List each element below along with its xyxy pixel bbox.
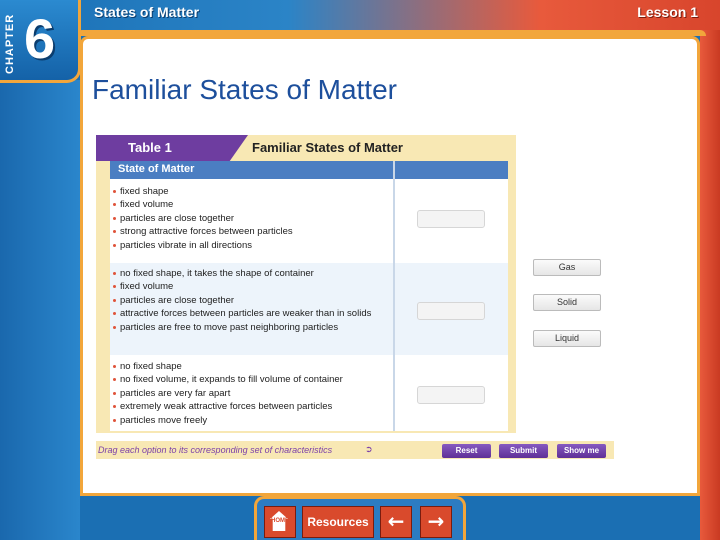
home-label: HOME	[271, 518, 289, 524]
list-item: particles are very far apart	[113, 387, 373, 400]
list-item: no fixed volume, it expands to fill volume of container	[113, 373, 373, 386]
column-header-label: State of Matter	[118, 163, 195, 175]
drop-target-row-3[interactable]	[417, 386, 485, 404]
list-item: no fixed shape	[113, 360, 373, 373]
list-item: fixed shape	[113, 185, 373, 198]
next-button[interactable]	[420, 506, 452, 538]
section-title: States of Matter	[94, 4, 200, 20]
submit-button[interactable]: Submit	[499, 444, 548, 458]
arrow-left-icon: ←	[387, 509, 405, 533]
option-solid[interactable]: Solid	[533, 294, 601, 311]
show-me-button[interactable]: Show me	[557, 444, 606, 458]
option-liquid[interactable]: Liquid	[533, 330, 601, 347]
list-item: fixed volume	[113, 280, 373, 293]
drop-target-row-2[interactable]	[417, 302, 485, 320]
left-sidebar	[0, 80, 80, 540]
table-number: Table 1	[128, 140, 172, 155]
previous-button[interactable]	[380, 506, 412, 538]
instruction-arrow-icon: ➲	[365, 444, 373, 454]
resources-button[interactable]: Resources	[302, 506, 374, 538]
list-item: extremely weak attractive forces between particles	[113, 400, 373, 413]
list-item: particles are close together	[113, 212, 373, 225]
list-item: strong attractive forces between particles	[113, 225, 373, 238]
list-item: no fixed shape, it takes the shape of container	[113, 267, 373, 280]
option-gas[interactable]: Gas	[533, 259, 601, 276]
list-item: fixed volume	[113, 198, 373, 211]
characteristics-list-2	[113, 267, 373, 334]
chapter-number: 6	[24, 7, 56, 70]
list-item: particles are free to move past neighboring particles	[113, 321, 373, 334]
chapter-tab	[0, 0, 81, 83]
list-item: particles move freely	[113, 414, 373, 427]
chapter-label: CHAPTER	[4, 13, 16, 74]
instruction-text: Drag each option to its corresponding set of characteristics	[98, 445, 333, 455]
list-item: attractive forces between particles are weaker than in solids	[113, 307, 373, 320]
column-divider	[393, 161, 395, 431]
list-item: particles vibrate in all directions	[113, 239, 373, 252]
reset-button[interactable]: Reset	[442, 444, 491, 458]
list-item: particles are close together	[113, 294, 373, 307]
drop-target-row-1[interactable]	[417, 210, 485, 228]
lesson-label: Lesson 1	[637, 4, 698, 20]
right-sidebar	[700, 30, 720, 540]
table-tag	[96, 135, 248, 161]
arrow-right-icon: →	[427, 509, 445, 533]
characteristics-list-3	[113, 360, 373, 427]
characteristics-list-1	[113, 185, 373, 252]
page-title: Familiar States of Matter	[92, 74, 397, 105]
table-caption: Familiar States of Matter	[252, 140, 403, 155]
